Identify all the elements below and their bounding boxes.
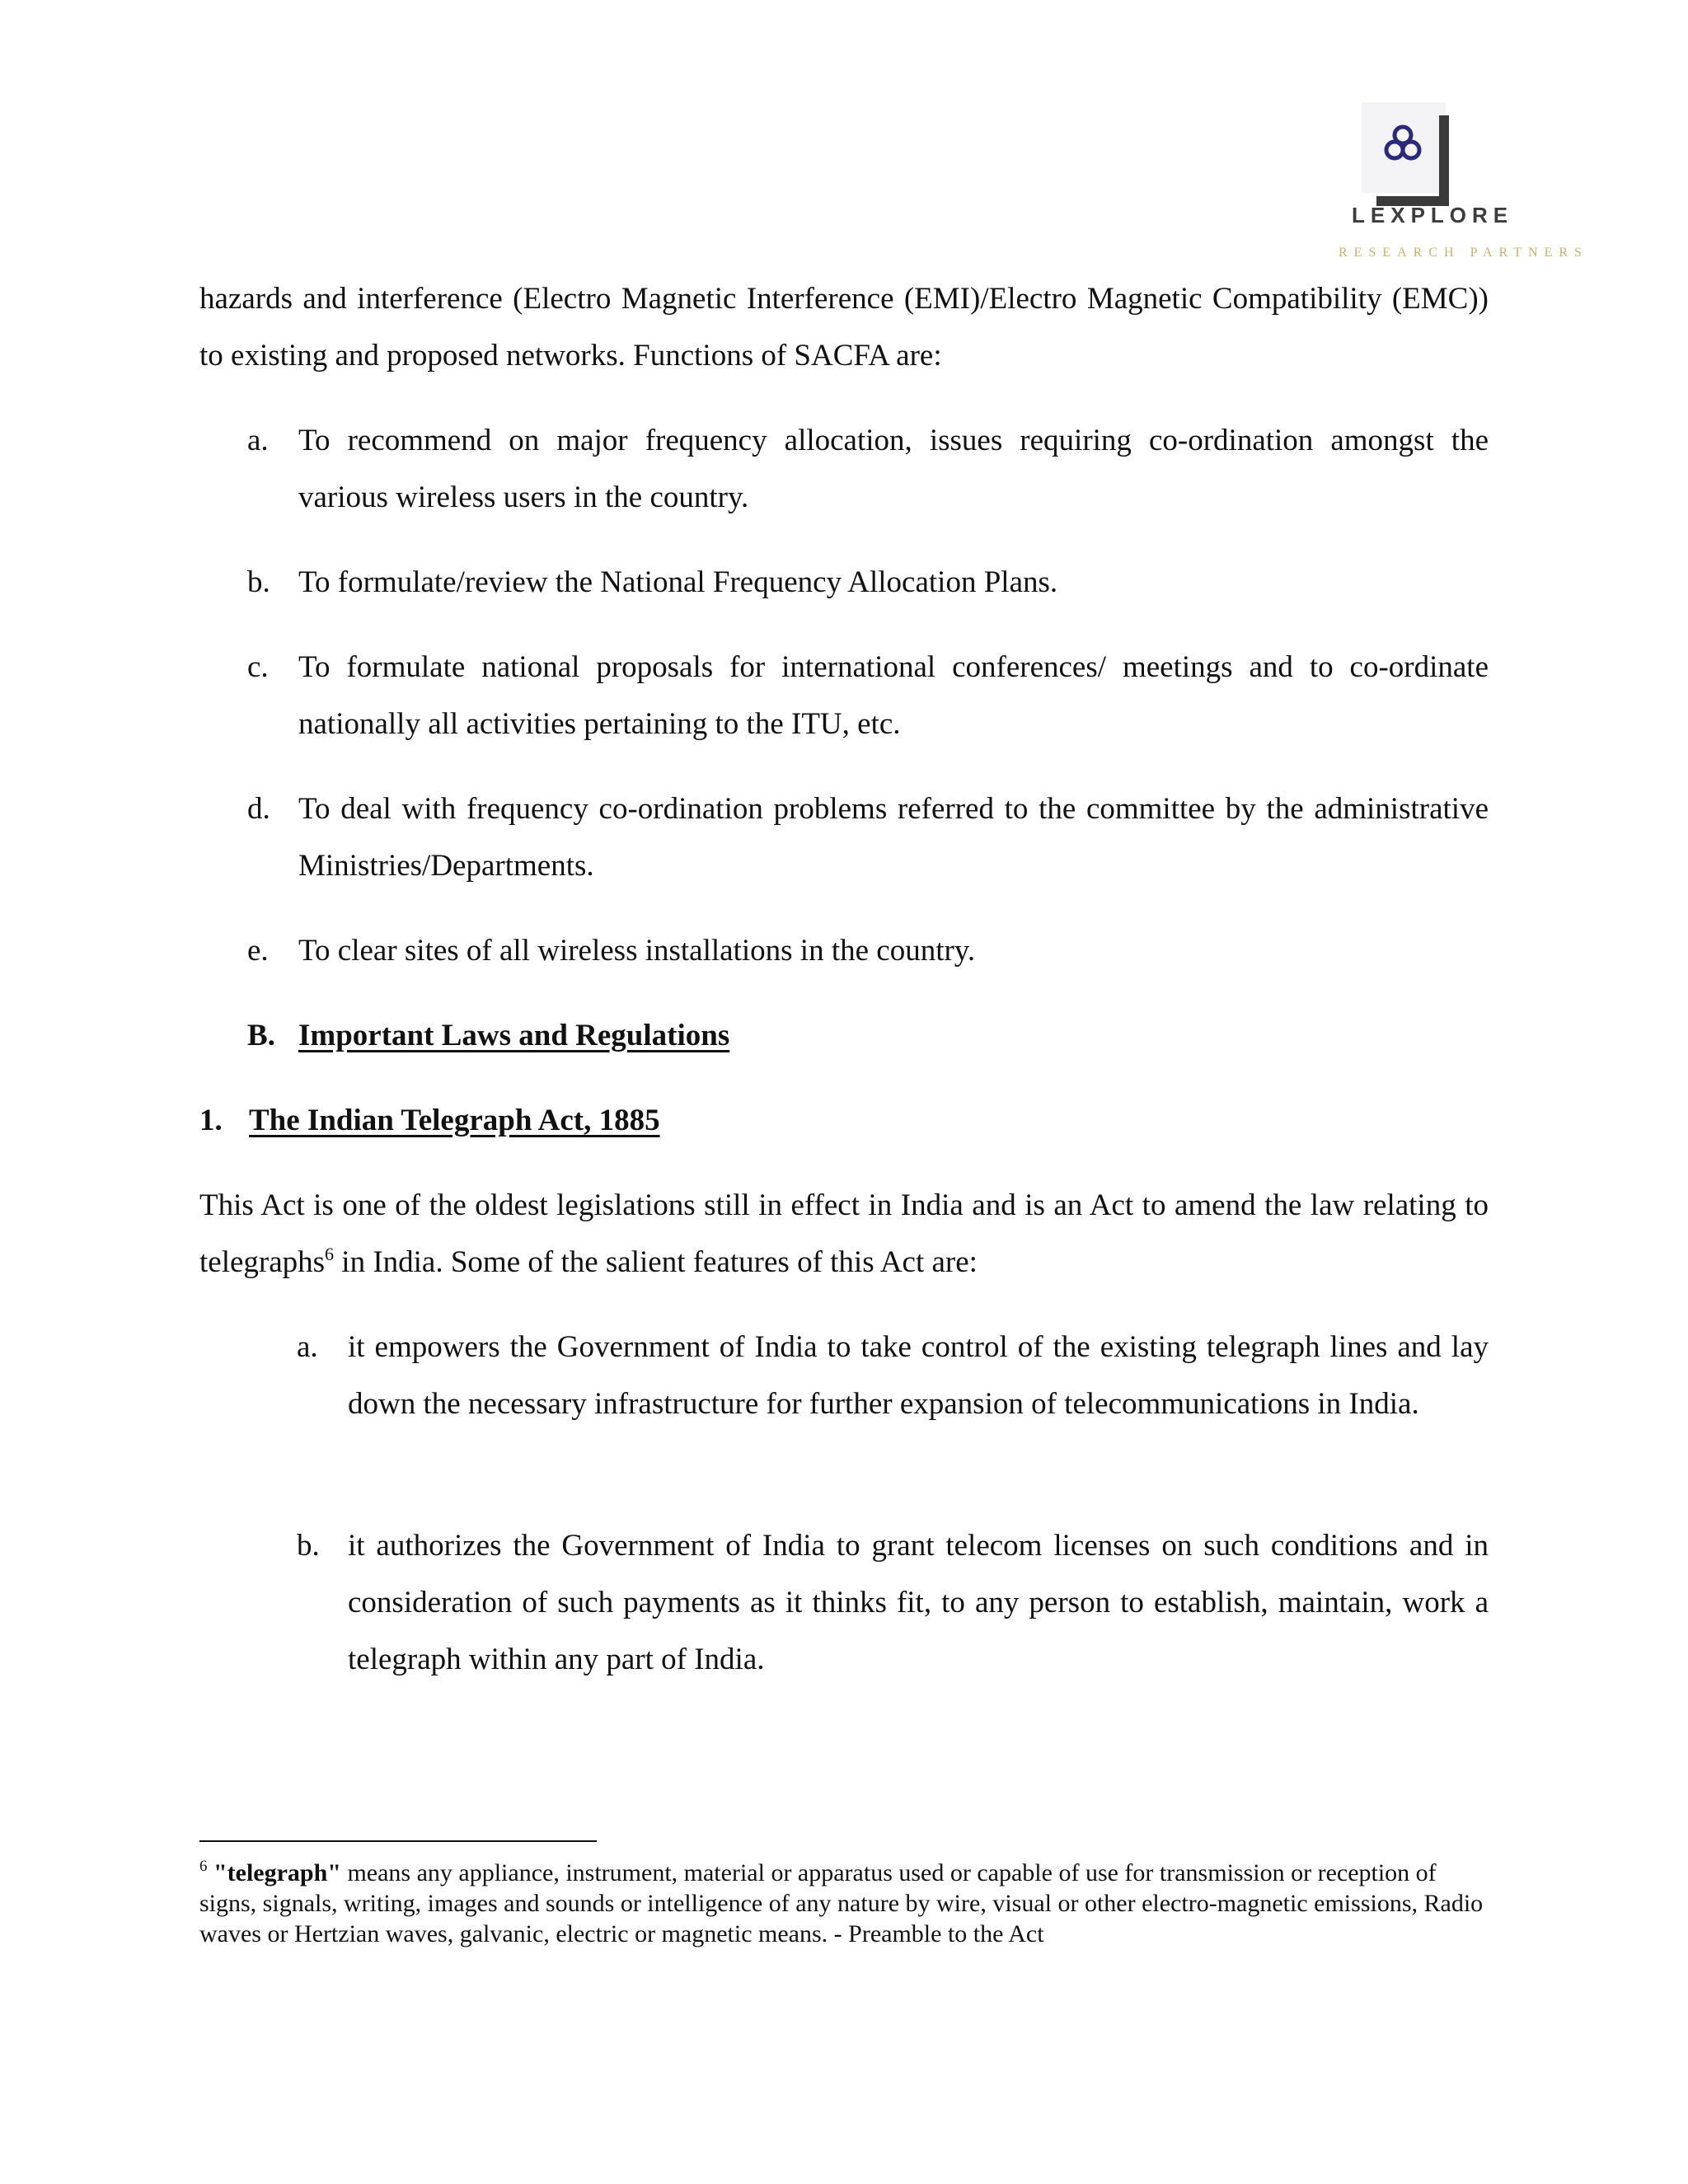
list-item-text: To clear sites of all wireless installations in the country. [298, 934, 976, 968]
lexplore-logo [1286, 99, 1588, 268]
list-item-text: it empowers the Government of India to take control of the existing telegraph lines and lay down the necessary infrastructure for further expansion of telecommunications in India. [348, 1330, 1489, 1421]
subsection-marker: 1. [199, 1104, 223, 1137]
list-item-text: To recommend on major frequency allocation, issues requiring co-ordination amongst the various wireless users in the country. [298, 424, 1489, 514]
footnote-separator [199, 1840, 597, 1842]
list-marker: e. [247, 934, 269, 968]
footnote-number: 6 [199, 1858, 208, 1875]
section-marker: B. [247, 1019, 275, 1052]
footnote-text: means any appliance, instrument, material or apparatus used or capable of use for transmission or reception of signs, signals, writing, images and sounds or intelligence of any nature by wire, visual or other electro-magnetic emissions, Radio waves or Hertzian waves, galvanic, electric or magnetic means. - Preamble to the Act [199, 1859, 1484, 1947]
act-intro-text: This Act is one of the oldest legislations still in effect in India and is an Act to amend the law relating to telegraphs [199, 1188, 1489, 1279]
list-item-text: To formulate/review the National Frequency Allocation Plans. [298, 565, 1058, 599]
list-marker: a. [247, 424, 269, 457]
act-intro-text-continued: in India. Some of the salient features of this Act are: [334, 1245, 978, 1279]
list-item-text: it authorizes the Government of India to grant telecom licenses on such conditions and in consideration of such payments as it thinks fit, to any person to establish, maintain, work a telegraph within any part of India. [348, 1529, 1489, 1676]
list-marker: a. [297, 1330, 318, 1364]
list-marker: b. [247, 565, 270, 599]
footnote [199, 1858, 1492, 1949]
intro-paragraph: hazards and interference (Electro Magnetic Interference (EMI)/Electro Magnetic Compatibility (EMC)) to existing and proposed networks. Functions of SACFA are: [199, 282, 1489, 373]
list-marker: c. [247, 650, 269, 684]
section-title: Important Laws and Regulations [298, 1019, 730, 1052]
act-intro-paragraph [199, 1177, 1489, 1291]
subsection-title: The Indian Telegraph Act, 1885 [249, 1104, 660, 1137]
list-marker: b. [297, 1529, 320, 1563]
list-marker: d. [247, 792, 270, 826]
knot-emblem-icon [1376, 119, 1429, 171]
list-item-text: To deal with frequency co-ordination problems referred to the committee by the administrative Ministries/Departments. [298, 792, 1489, 883]
logo-tagline: RESEARCH PARTNERS [1339, 246, 1588, 260]
logo-corner-bracket [1439, 115, 1449, 206]
footnote-term: "telegraph" [213, 1859, 341, 1886]
list-item-text: To formulate national proposals for international conferences/ meetings and to co-ordinate nationally all activities pertaining to the ITU, etc. [298, 650, 1489, 741]
footnote-reference[interactable]: 6 [325, 1244, 335, 1264]
logo-name: LEXPLORE [1352, 203, 1514, 227]
